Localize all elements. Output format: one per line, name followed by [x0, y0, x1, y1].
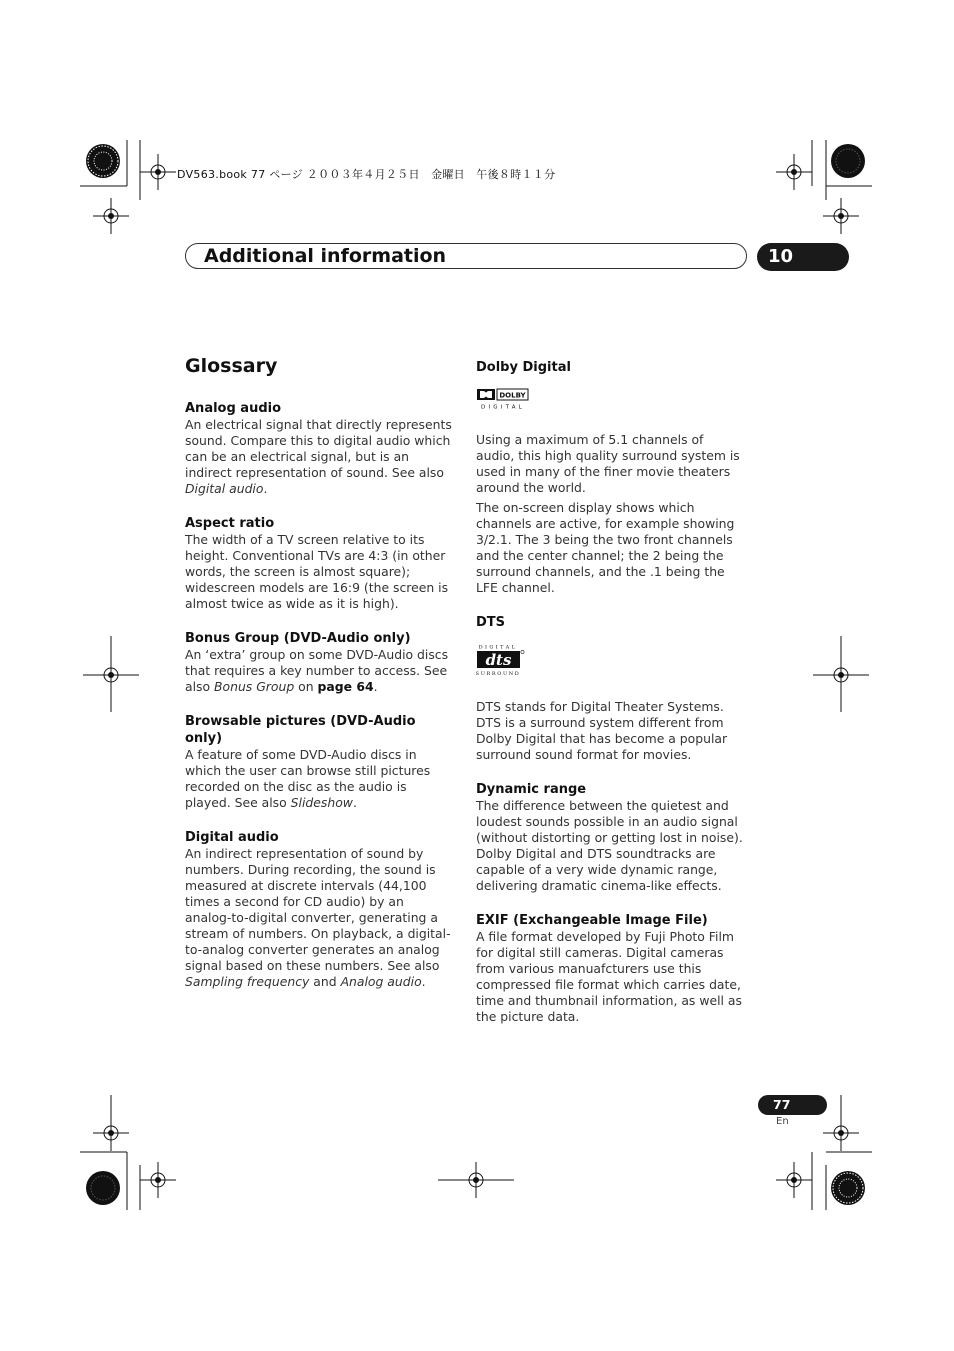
glossary-definition	[476, 929, 744, 1025]
glossary-term: Browsable pictures (DVD-Audio only)	[185, 714, 416, 746]
glossary-term: Dynamic range	[476, 782, 587, 797]
page-number: 77	[773, 1097, 791, 1112]
chapter-title: Additional information	[204, 245, 447, 267]
glossary-definition	[185, 747, 453, 811]
chapter-number: 10	[768, 246, 794, 267]
glossary-term: EXIF (Exchangeable Image File)	[476, 913, 708, 928]
dts-logo-surround: SURROUND	[476, 671, 521, 677]
print-info-line: DV563.book 77 ページ ２００３年４月２５日 金曜日 午後８時１１分	[177, 168, 556, 181]
definition-text: on	[294, 679, 318, 694]
glossary-entry-dts	[476, 614, 744, 763]
definition-text: and	[309, 974, 341, 989]
definition-text: The on-screen display shows which channels are active, for example showing 3/2.1. The 3 being the two front channels and the center channel; the 2 being the surround channels, and the .1 being the LFE channel.	[476, 500, 735, 595]
dts-logo	[476, 643, 744, 681]
dolby-logo-word: DOLBY	[499, 391, 526, 400]
definition-text: The width of a TV screen relative to its height. Conventional TVs are 4:3 (in other words, the screen is almost square); widescreen models are 16:9 (the screen is almost twice as wide as it is high).	[185, 532, 449, 611]
glossary-entry-exif-exchangeable-image-file	[476, 912, 744, 1025]
section-title: Glossary	[185, 355, 278, 377]
page-number-badge	[758, 1095, 827, 1115]
glossary-definition	[185, 532, 453, 612]
glossary-term: Analog audio	[185, 401, 282, 416]
page-reference: page 64	[317, 679, 374, 694]
glossary-definition	[185, 417, 453, 497]
glossary-entry-digital-audio	[185, 829, 453, 990]
definition-text: The difference between the quietest and loudest sounds possible in an audio signal (without distorting or getting lost in noise). Dolby Digital and DTS soundtracks are capable of a very wide dynamic range, delivering dramatic cinema-like effects.	[476, 798, 743, 893]
glossary-definition	[476, 500, 744, 596]
cross-reference: Sampling frequency	[185, 974, 310, 989]
definition-text: .	[373, 679, 378, 694]
glossary-term: Aspect ratio	[185, 516, 275, 531]
cross-reference: Bonus Group	[214, 679, 295, 694]
glossary-entry-dynamic-range	[476, 781, 744, 894]
dts-logo-digital: DIGITAL	[478, 644, 518, 651]
definition-text: An ‘extra’ group on some DVD-Audio discs that requires a key number to access. See also	[185, 647, 449, 694]
glossary-definition	[476, 432, 744, 496]
definition-text: .	[421, 974, 426, 989]
right-column	[476, 359, 744, 1043]
cross-reference: Digital audio	[185, 481, 264, 496]
glossary-entry-aspect-ratio	[185, 515, 453, 612]
definition-text: A feature of some DVD-Audio discs in which the user can browse still pictures recorded on the disc as the audio is played. See also	[185, 747, 431, 810]
definition-text: DTS stands for Digital Theater Systems. DTS is a surround system different from Dolby Digital that has become a popular surround sound format for movies.	[476, 699, 728, 762]
definition-text: .	[352, 795, 357, 810]
definition-text: A file format developed by Fuji Photo Film for digital still cameras. Digital cameras from various manuafcturers use this compressed file format which carries date, time and thumbnail information, as well as the picture data.	[476, 929, 742, 1024]
glossary-entry-bonus-group-dvd-audio-only	[185, 630, 453, 695]
left-column	[185, 400, 453, 1008]
glossary-term: Bonus Group (DVD-Audio only)	[185, 631, 411, 646]
glossary-term: Digital audio	[185, 830, 279, 845]
glossary-entry-dolby-digital	[476, 359, 744, 596]
glossary-definition	[476, 699, 744, 763]
dolby-logo-digital: DIGITAL	[481, 404, 525, 410]
glossary-definition	[476, 798, 744, 894]
glossary-term: Dolby Digital	[476, 360, 571, 375]
language-code: En	[776, 1116, 789, 1127]
definition-text: An indirect representation of sound by numbers. During recording, the sound is measured at discrete intervals (44,100 times a second for CD audio) by an analog-to-digital converter, generating a stream of numbers. On playback, a digital-to-analog converter generates an analog signal based on these numbers. See also	[185, 846, 451, 973]
definition-text: .	[263, 481, 268, 496]
glossary-definition	[185, 846, 453, 990]
definition-text: An electrical signal that directly represents sound. Compare this to digital audio which can be an electrical signal, but is an indirect representation of sound. See also	[185, 417, 452, 480]
definition-text: Using a maximum of 5.1 channels of audio, this high quality surround system is used in many of the finer movie theaters around the world.	[476, 432, 740, 495]
glossary-entry-analog-audio	[185, 400, 453, 497]
glossary-definition	[185, 647, 453, 695]
cross-reference: Slideshow	[290, 795, 353, 810]
glossary-entry-browsable-pictures-dvd-audio-only	[185, 713, 453, 811]
dolby-digital-logo	[476, 388, 744, 414]
dts-logo-word: dts	[485, 651, 512, 669]
cross-reference: Analog audio	[340, 974, 422, 989]
glossary-term: DTS	[476, 615, 506, 630]
